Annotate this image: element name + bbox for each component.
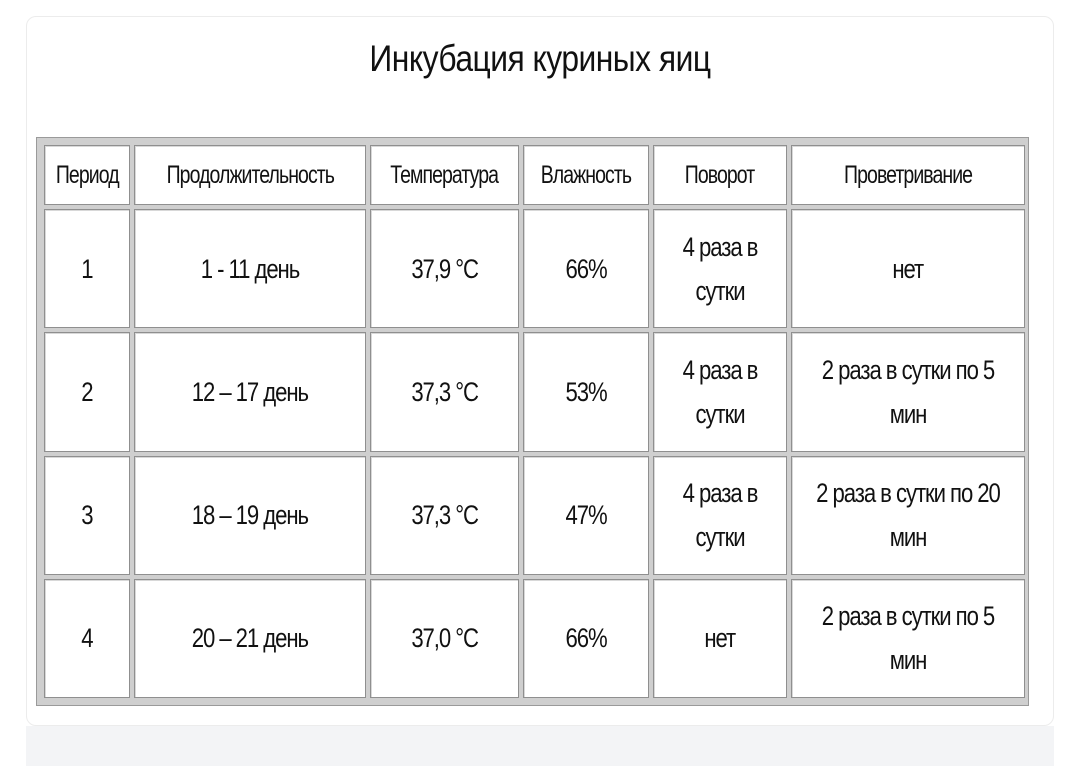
header-period: Период [44, 145, 130, 205]
cell-temperature: 37,9 °С [370, 209, 519, 328]
incubation-table-frame [36, 137, 1029, 706]
header-duration: Продолжительность [134, 145, 366, 205]
cell-duration: 12 – 17 день [134, 332, 366, 451]
cell-turning: нет [653, 579, 787, 698]
cell-period: 2 [44, 332, 130, 451]
cell-humidity: 66% [523, 209, 649, 328]
header-ventilation: Проветривание [791, 145, 1025, 205]
table-row [44, 456, 1025, 575]
cell-duration: 1 - 11 день [134, 209, 366, 328]
cell-temperature: 37,3 °С [370, 456, 519, 575]
cell-ventilation: 2 раза в сутки по 5 мин [791, 332, 1025, 451]
cell-duration: 20 – 21 день [134, 579, 366, 698]
cell-turning: 4 раза в сутки [653, 332, 787, 451]
cell-temperature: 37,0 °С [370, 579, 519, 698]
footer-strip [26, 726, 1054, 766]
header-turning: Поворот [653, 145, 787, 205]
cell-duration: 18 – 19 день [134, 456, 366, 575]
table-header-row [44, 145, 1025, 205]
header-humidity: Влажность [523, 145, 649, 205]
table-row [44, 579, 1025, 698]
table-row [44, 332, 1025, 451]
cell-humidity: 47% [523, 456, 649, 575]
page-title: Инкубация куриных яиц [369, 38, 711, 79]
cell-turning: 4 раза в сутки [653, 209, 787, 328]
cell-period: 3 [44, 456, 130, 575]
cell-ventilation: 2 раза в сутки по 20 мин [791, 456, 1025, 575]
cell-humidity: 53% [523, 332, 649, 451]
incubation-table [40, 141, 1029, 702]
cell-humidity: 66% [523, 579, 649, 698]
table-row [44, 209, 1025, 328]
header-temperature: Температура [370, 145, 519, 205]
cell-ventilation: 2 раза в сутки по 5 мин [791, 579, 1025, 698]
cell-period: 4 [44, 579, 130, 698]
cell-temperature: 37,3 °С [370, 332, 519, 451]
cell-ventilation: нет [791, 209, 1025, 328]
cell-period: 1 [44, 209, 130, 328]
cell-turning: 4 раза в сутки [653, 456, 787, 575]
